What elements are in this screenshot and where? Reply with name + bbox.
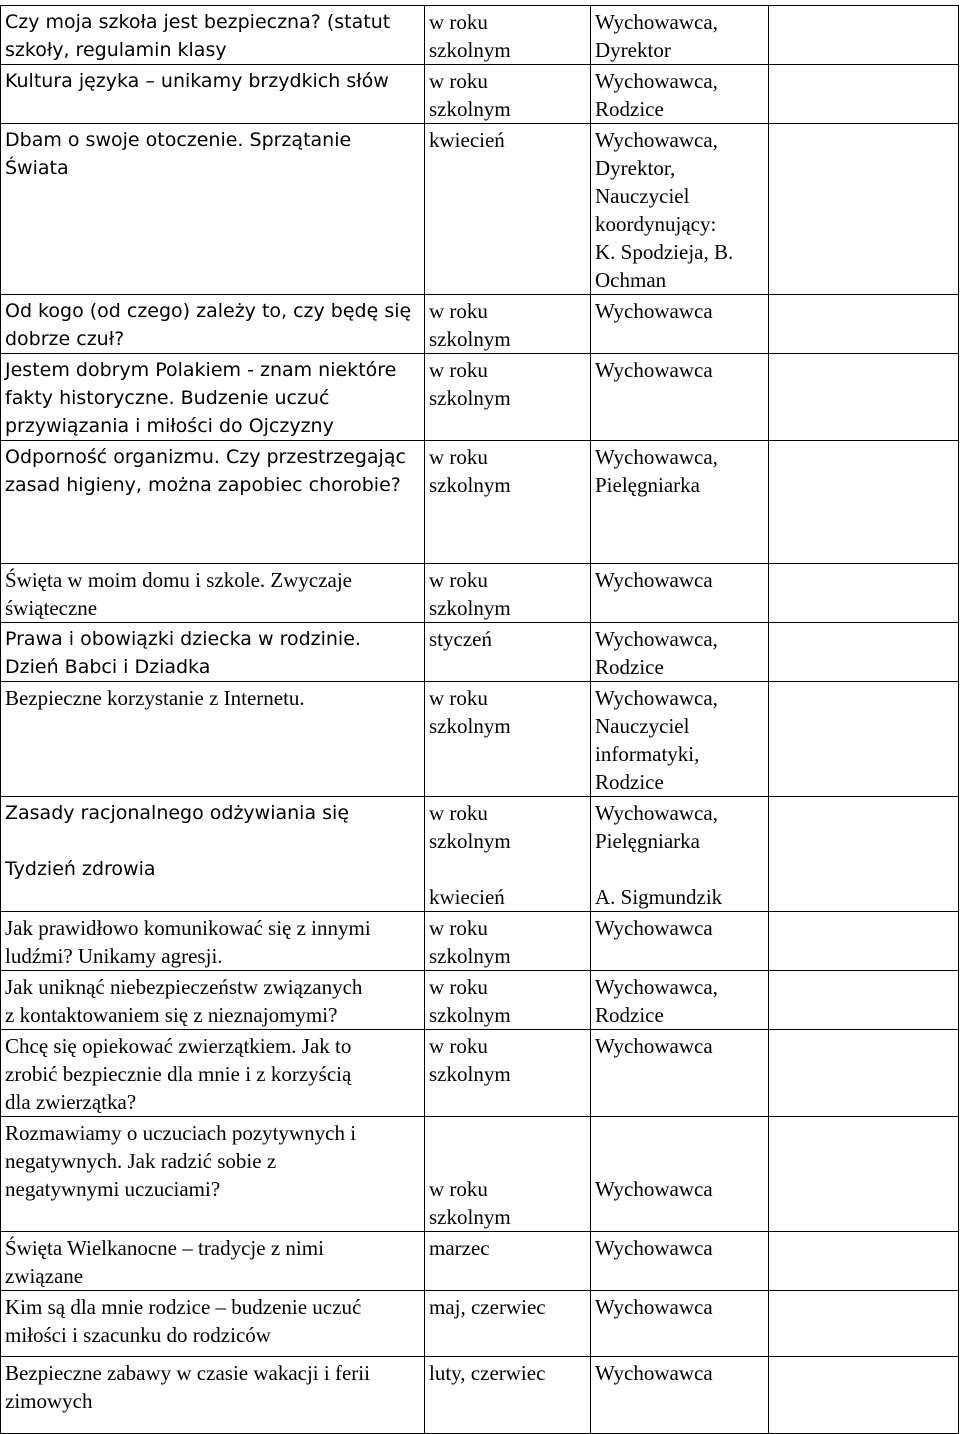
empty-cell	[769, 1291, 959, 1357]
responsible-cell: Wychowawca, Nauczyciel informatyki, Rodzice	[591, 682, 769, 797]
topic-cell: Jak prawidłowo komunikować się z innymi ludźmi? Unikamy agresji.	[1, 912, 425, 971]
when-cell: w roku szkolnym	[425, 65, 591, 124]
when-cell: w roku szkolnym	[425, 1030, 591, 1117]
responsible-cell: Wychowawca	[591, 354, 769, 441]
table-row	[1, 623, 959, 682]
topic-cell: Czy moja szkoła jest bezpieczna? (statut szkoły, regulamin klasy	[1, 6, 425, 65]
topic-cell: Święta Wielkanocne – tradycje z nimi związane	[1, 1232, 425, 1291]
table-row	[1, 971, 959, 1030]
when-cell: luty, czerwiec	[425, 1357, 591, 1434]
empty-cell	[769, 6, 959, 65]
when-cell: w roku szkolnym kwiecień	[425, 797, 591, 912]
empty-cell	[769, 912, 959, 971]
topic-cell: Bezpieczne korzystanie z Internetu.	[1, 682, 425, 797]
responsible-cell: Wychowawca, Dyrektor, Nauczyciel koordynujący: K. Spodzieja, B. Ochman	[591, 124, 769, 295]
empty-cell	[769, 1117, 959, 1232]
responsible-cell: Wychowawca	[591, 1030, 769, 1117]
table-row	[1, 295, 959, 354]
topic-cell: Zasady racjonalnego odżywiania się Tydzień zdrowia	[1, 797, 425, 912]
responsible-cell: Wychowawca	[591, 1291, 769, 1357]
when-cell: kwiecień	[425, 124, 591, 295]
when-cell: w roku szkolnym	[425, 6, 591, 65]
table-row	[1, 1291, 959, 1357]
table-row	[1, 65, 959, 124]
when-cell: w roku szkolnym	[425, 564, 591, 623]
responsible-cell: Wychowawca	[591, 912, 769, 971]
empty-cell	[769, 623, 959, 682]
schedule-table-body	[1, 6, 959, 1434]
table-row	[1, 682, 959, 797]
topic-cell: Święta w moim domu i szkole. Zwyczaje świąteczne	[1, 564, 425, 623]
table-row	[1, 354, 959, 441]
when-cell: w roku szkolnym	[425, 441, 591, 564]
responsible-cell: Wychowawca	[591, 295, 769, 354]
when-cell: w roku szkolnym	[425, 1117, 591, 1232]
table-row	[1, 1357, 959, 1434]
responsible-cell: Wychowawca, Rodzice	[591, 971, 769, 1030]
table-row	[1, 797, 959, 912]
when-cell: w roku szkolnym	[425, 912, 591, 971]
when-cell: marzec	[425, 1232, 591, 1291]
empty-cell	[769, 682, 959, 797]
responsible-cell: Wychowawca, Rodzice	[591, 65, 769, 124]
when-cell: w roku szkolnym	[425, 295, 591, 354]
topic-cell: Kultura języka – unikamy brzydkich słów	[1, 65, 425, 124]
topic-cell: Prawa i obowiązki dziecka w rodzinie. Dzień Babci i Dziadka	[1, 623, 425, 682]
responsible-cell: Wychowawca, Pielęgniarka A. Sigmundzik	[591, 797, 769, 912]
responsible-cell: Wychowawca	[591, 564, 769, 623]
table-row	[1, 1030, 959, 1117]
empty-cell	[769, 1357, 959, 1434]
empty-cell	[769, 564, 959, 623]
empty-cell	[769, 797, 959, 912]
table-row	[1, 441, 959, 564]
empty-cell	[769, 295, 959, 354]
when-cell: maj, czerwiec	[425, 1291, 591, 1357]
topic-cell: Chcę się opiekować zwierzątkiem. Jak to zrobić bezpiecznie dla mnie i z korzyścią dla zwierzątka?	[1, 1030, 425, 1117]
empty-cell	[769, 441, 959, 564]
topic-cell: Rozmawiamy o uczuciach pozytywnych i negatywnych. Jak radzić sobie z negatywnymi uczuciami?	[1, 1117, 425, 1232]
responsible-cell: Wychowawca, Pielęgniarka	[591, 441, 769, 564]
responsible-cell: Wychowawca	[591, 1117, 769, 1232]
topic-cell: Bezpieczne zabawy w czasie wakacji i ferii zimowych	[1, 1357, 425, 1434]
responsible-cell: Wychowawca	[591, 1357, 769, 1434]
when-cell: styczeń	[425, 623, 591, 682]
table-row	[1, 124, 959, 295]
when-cell: w roku szkolnym	[425, 354, 591, 441]
when-cell: w roku szkolnym	[425, 682, 591, 797]
table-row	[1, 1232, 959, 1291]
empty-cell	[769, 354, 959, 441]
topic-cell: Jestem dobrym Polakiem - znam niektóre fakty historyczne. Budzenie uczuć przywiązania i miłości do Ojczyzny	[1, 354, 425, 441]
topic-cell: Odporność organizmu. Czy przestrzegając zasad higieny, można zapobiec chorobie?	[1, 441, 425, 564]
topic-cell: Kim są dla mnie rodzice – budzenie uczuć miłości i szacunku do rodziców	[1, 1291, 425, 1357]
table-row	[1, 564, 959, 623]
responsible-cell: Wychowawca, Dyrektor	[591, 6, 769, 65]
topic-cell: Jak uniknąć niebezpieczeństw związanych z kontaktowaniem się z nieznajomymi?	[1, 971, 425, 1030]
responsible-cell: Wychowawca	[591, 1232, 769, 1291]
empty-cell	[769, 971, 959, 1030]
topic-cell: Dbam o swoje otoczenie. Sprzątanie Świata	[1, 124, 425, 295]
table-row	[1, 6, 959, 65]
schedule-table	[0, 5, 959, 1434]
topic-cell: Od kogo (od czego) zależy to, czy będę się dobrze czuł?	[1, 295, 425, 354]
empty-cell	[769, 124, 959, 295]
responsible-cell: Wychowawca, Rodzice	[591, 623, 769, 682]
empty-cell	[769, 1030, 959, 1117]
when-cell: w roku szkolnym	[425, 971, 591, 1030]
table-row	[1, 912, 959, 971]
empty-cell	[769, 65, 959, 124]
empty-cell	[769, 1232, 959, 1291]
table-row	[1, 1117, 959, 1232]
